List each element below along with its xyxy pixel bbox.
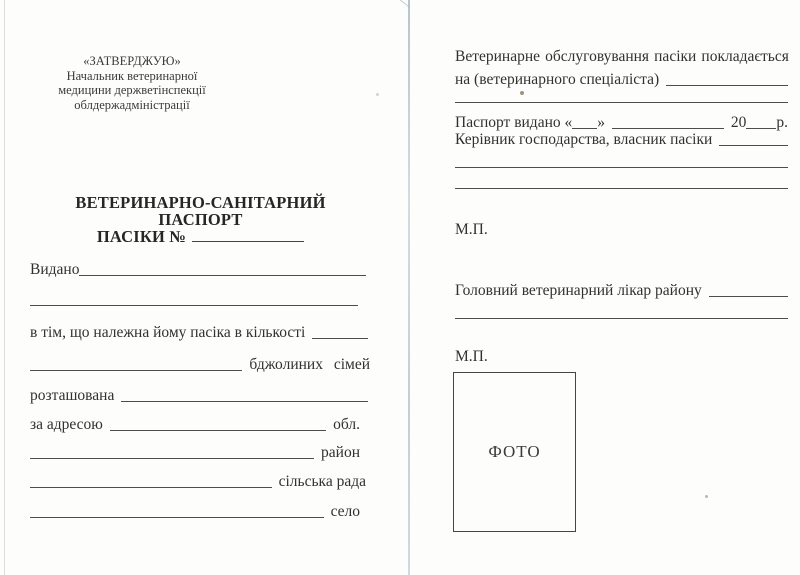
village-council-suffix-label: сільська рада: [278, 473, 366, 490]
blank-line: [455, 188, 788, 189]
blank-line: [110, 429, 326, 431]
passport-issued-prefix: Паспорт видано «: [455, 114, 573, 131]
blank-line: [30, 486, 272, 488]
year-prefix: 20: [730, 114, 747, 131]
owner-label: Керівник господарства, власник пасіки: [455, 131, 713, 148]
blank-line: [30, 516, 324, 518]
blank-line: [719, 144, 788, 146]
passport-number-blank: [192, 240, 304, 242]
blank-line: [455, 102, 788, 103]
oblast-suffix-label: обл.: [333, 416, 360, 433]
blank-line: [709, 295, 788, 297]
approval-line-1: «ЗАТВЕРДЖУЮ»: [83, 54, 181, 68]
photo-label: ФОТО: [488, 442, 541, 461]
chief-vet-label: Головний ветеринарний лікар району: [455, 282, 702, 299]
field-issued-to: [30, 260, 366, 279]
passport-issued-quote-close: »: [597, 114, 605, 131]
field-colony-count: [30, 323, 368, 342]
located-label: розташована: [30, 387, 115, 404]
issued-to-label: Видано: [30, 261, 80, 278]
field-owner: [455, 130, 788, 149]
colonies-suffix-label: бджолиних сімей: [249, 356, 370, 373]
village-suffix-label: село: [330, 503, 360, 520]
scan-speck: [376, 93, 379, 96]
field-located: [30, 386, 368, 405]
title-line-1: ВЕТЕРИНАРНО-САНІТАРНИЙ: [75, 193, 326, 212]
field-vet-specialist: [455, 70, 788, 89]
blank-line-year: [746, 127, 776, 129]
field-chief-vet: [455, 281, 788, 300]
field-colonies: [30, 355, 370, 374]
passport-title: [28, 194, 373, 245]
field-address-oblast: [30, 415, 360, 434]
scan-speck: [705, 495, 708, 498]
field-village: [30, 502, 360, 521]
blank-line-month: [612, 127, 724, 129]
field-raion: [30, 443, 360, 462]
approval-line-4: облдержадміністрації: [74, 97, 190, 112]
address-label: за адресою: [30, 416, 103, 433]
service-line-1: [455, 47, 788, 66]
blank-line: [30, 305, 358, 306]
approval-line-2: Начальник ветеринарної: [66, 68, 198, 83]
blank-line: [666, 84, 788, 86]
page-edge-line: [4, 0, 5, 575]
approval-block: [48, 54, 216, 112]
year-suffix: р.: [776, 114, 788, 131]
page-fold-line: [408, 0, 410, 575]
blank-line: [30, 369, 242, 371]
raion-suffix-label: район: [321, 444, 360, 461]
blank-line: [121, 400, 368, 402]
title-line-2: ПАСПОРТ: [158, 210, 243, 229]
blank-line-day: [572, 127, 597, 129]
field-village-council: [30, 472, 366, 491]
seal-mark-2: М.П.: [455, 348, 488, 365]
scan-speck: [520, 91, 524, 95]
seal-mark-1: М.П.: [455, 221, 488, 238]
photo-box: [453, 372, 576, 532]
service-text-1: Ветеринарне обслуговування пасіки покладається: [455, 48, 789, 65]
blank-line: [312, 337, 368, 339]
blank-line: [455, 167, 788, 168]
title-line-3: [28, 228, 373, 245]
approval-line-3: медицини держветінспекції: [58, 83, 206, 97]
passport-number-label: ПАСІКИ №: [96, 227, 187, 246]
colony-count-label: в тім, що належна йому пасіка в кількості: [30, 324, 306, 341]
blank-line: [79, 274, 366, 276]
vet-specialist-label: на (ветеринарного спеціаліста): [455, 71, 660, 88]
blank-line: [455, 318, 788, 319]
blank-line: [30, 457, 314, 459]
